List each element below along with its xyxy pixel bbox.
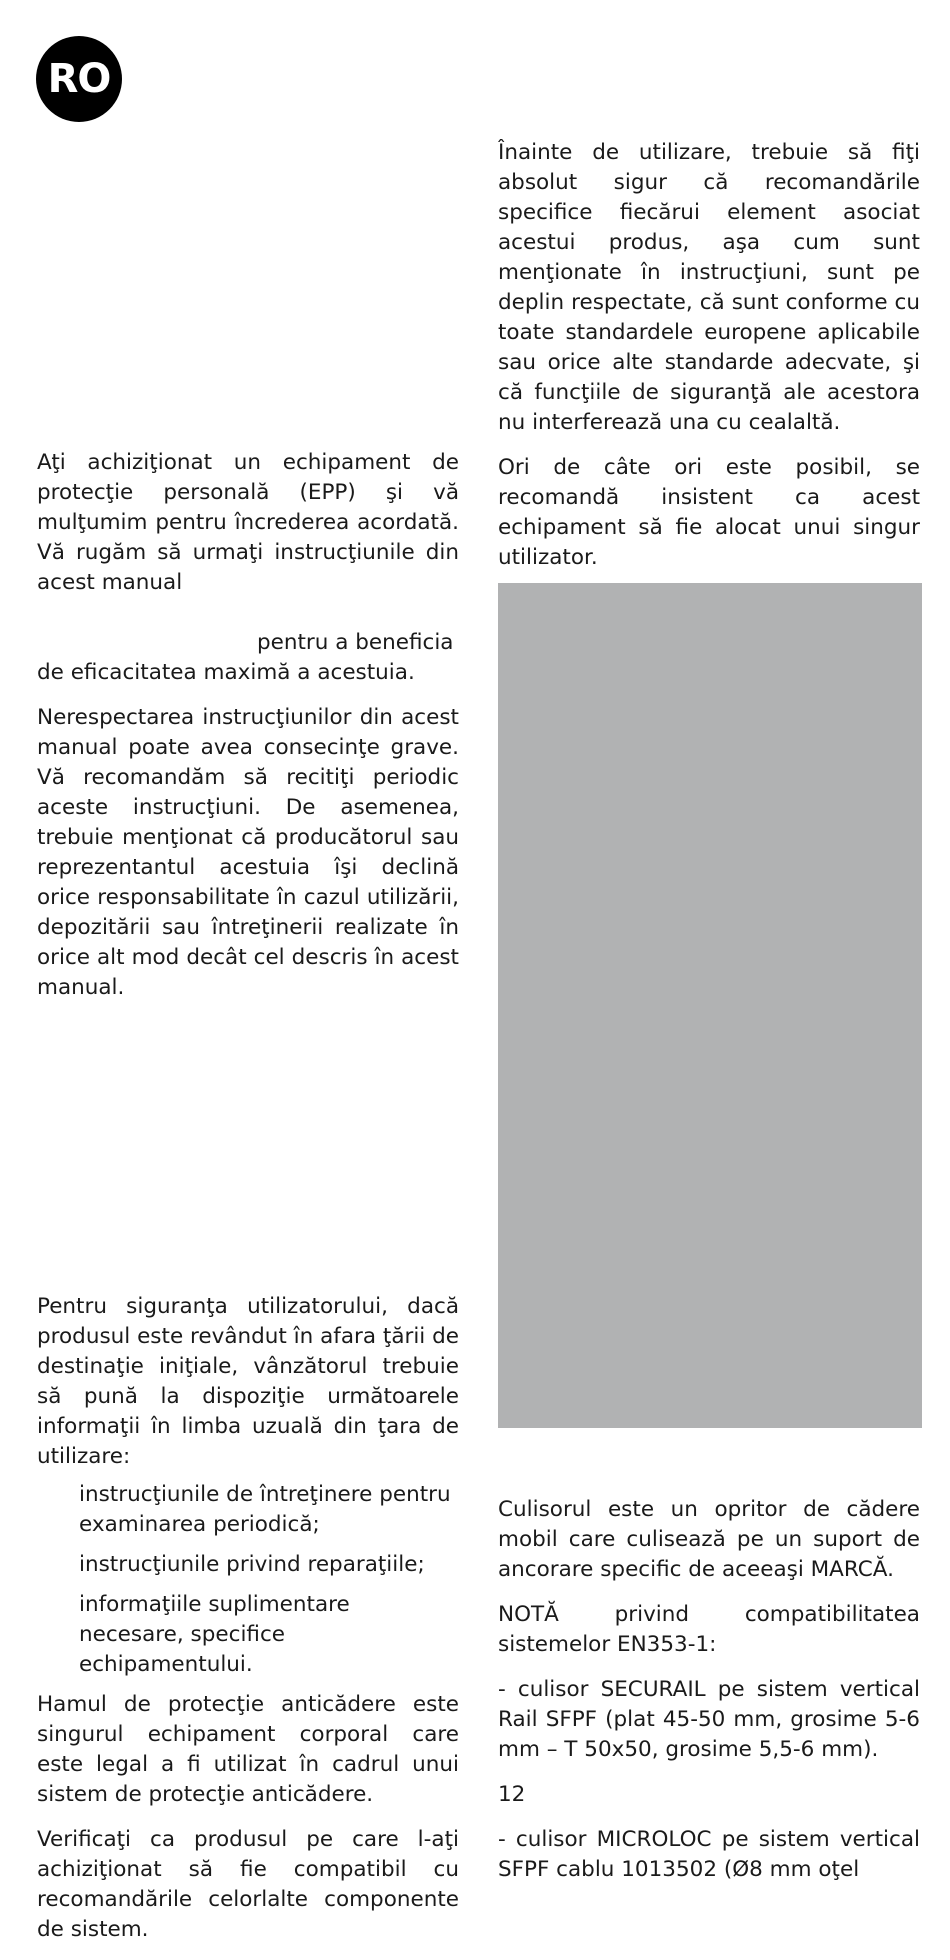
language-badge: RO — [36, 36, 122, 122]
intro-paragraph-part2 — [37, 628, 459, 688]
warning-paragraph: Nerespectarea instrucţiunilor din acest manual poate avea consecinţe grave. Vă recomandăm să recitiţi periodic aceste instrucţiuni. De asemenea, trebuie menţionat că producătorul sau reprezentantul acestuia îşi declină orice responsabilitate în cazul utilizării, depozitării sau întreţinerii realizate în orice alt mod decât cel descris în acest manual. — [37, 705, 459, 1000]
intro-paragraph-part1: Aţi achiziţionat un echipament de protecţie personală (EPP) şi vă mulţumim pentru încrederea acordată. Vă rugăm să urmaţi instrucţiunile din acest manual — [37, 450, 459, 595]
intro-paragraph-part2-text: pentru a beneficia de eficacitatea maximă a acestuia. — [37, 630, 454, 685]
usage-section — [498, 138, 920, 588]
securail-item: - culisor SECURAIL pe sistem vertical Rail SFPF (plat 45-50 mm, grosime 5-6 mm – T 50x50, grosime 5,5-6 mm). — [498, 1677, 920, 1762]
usage-paragraph: Înainte de utilizare, trebuie să fiţi absolut sigur că recomandările specifice fiecărui element asociat acestui produs, aşa cum sunt menţionate în instrucţiuni, sunt pe deplin respectate, că sunt conforme cu toate standardele europene aplicabile sau orice alte standarde adecvate, şi că funcţiile de siguranţă ale acestora nu interferează una cu cealaltă. — [498, 140, 920, 435]
microloc-item: - culisor MICROLOC pe sistem vertical SFPF cablu 1013502 (Ø8 mm oţel — [498, 1827, 920, 1882]
product-image-placeholder — [498, 583, 922, 1428]
note-heading: NOTĂ privind compatibilitatea sistemelor EN353-1: — [498, 1602, 920, 1657]
list-item: instrucţiunile privind reparaţiile; — [79, 1552, 425, 1577]
single-user-paragraph: Ori de câte ori este posibil, se recomandă insistent ca acest echipament să fie alocat unui singur utilizator. — [498, 455, 920, 570]
page-number: 12 — [498, 1782, 526, 1807]
harness-paragraph: Hamul de protecţie anticădere este singurul echipament corporal care este legal a fi utilizat în cadrul unui sistem de protecţie anticădere. — [37, 1692, 459, 1807]
resale-section — [37, 1292, 459, 1960]
slider-section — [498, 1495, 920, 1900]
intro-section — [37, 448, 459, 1018]
compatibility-paragraph: Verificaţi ca produsul pe care l-aţi achiziţionat să fie compatibil cu recomandările celorlalte componente de sistem. — [37, 1827, 459, 1942]
slider-description: Culisorul este un opritor de cădere mobil care culisează pe un suport de ancorare specific de aceeaşi MARCĂ. — [498, 1497, 920, 1582]
list-item: informaţiile suplimentare necesare, specifice echipamentului. — [79, 1592, 350, 1677]
info-list — [37, 1480, 459, 1680]
resale-paragraph: Pentru siguranţa utilizatorului, dacă produsul este revândut în afara ţării de destinaţie iniţiale, vânzătorul trebuie să pună la dispoziţie următoarele informaţii în limba uzuală din ţara de utilizare: — [37, 1294, 459, 1469]
list-item: instrucţiunile de întreţinere pentru examinarea periodică; — [79, 1482, 451, 1537]
